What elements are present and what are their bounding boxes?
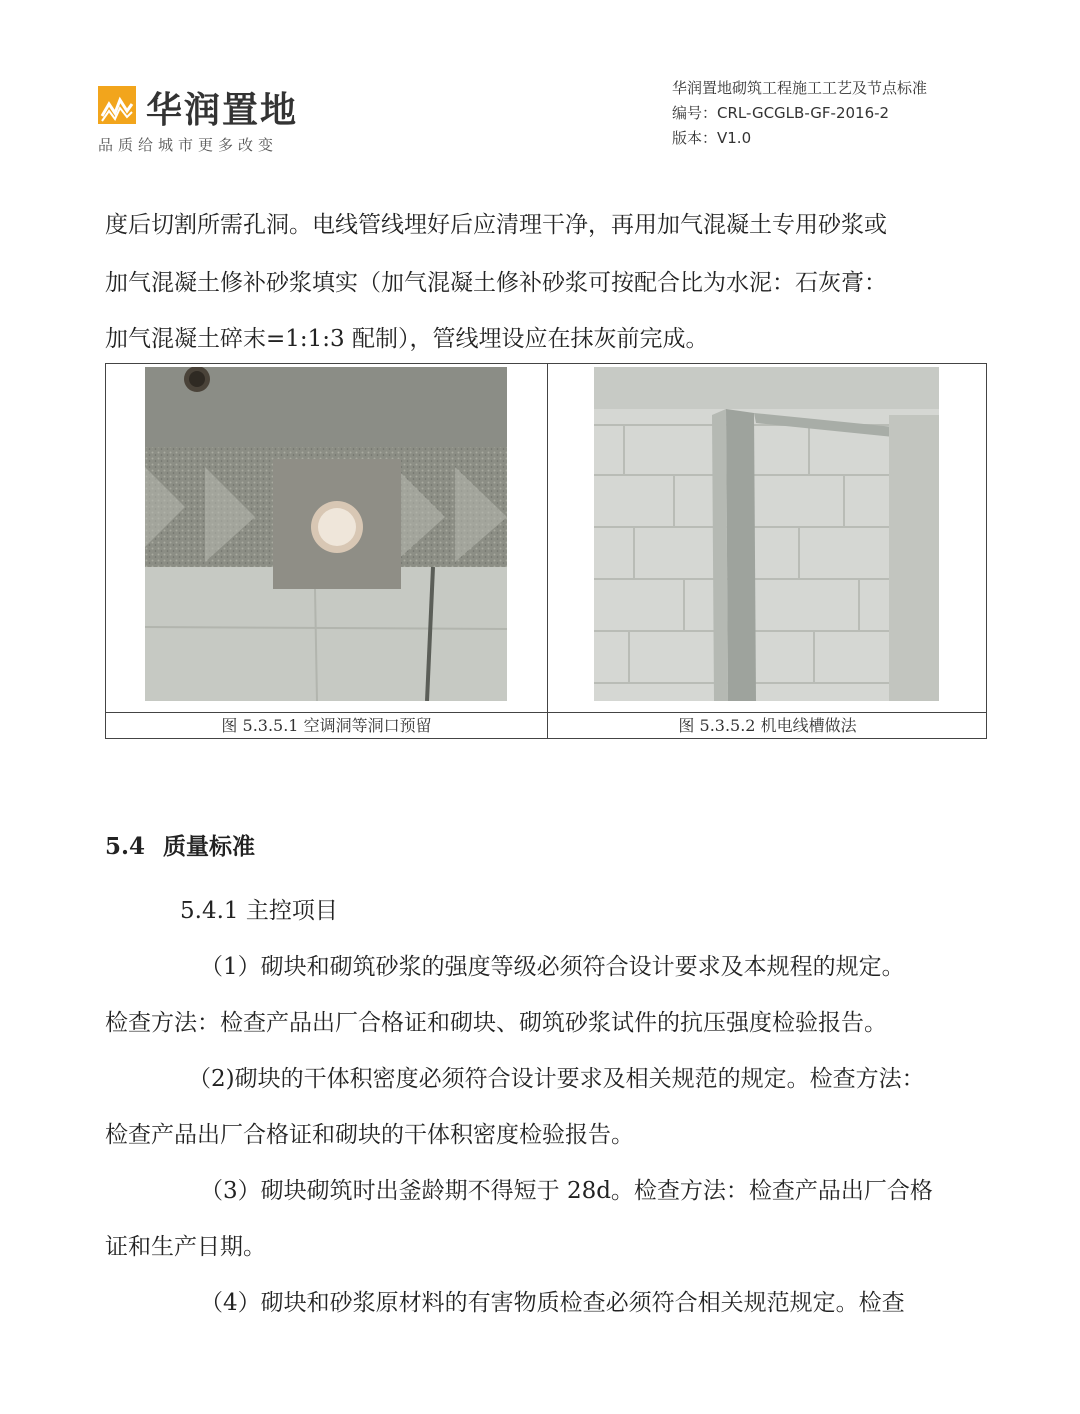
figure-caption-2: 图 5.3.5.2 机电线槽做法 bbox=[678, 716, 857, 735]
photo-mep-conduit-groove bbox=[594, 367, 939, 701]
item-2-line-2: 检查产品出厂合格证和砌块的干体积密度检验报告。 bbox=[105, 1122, 634, 1148]
section-heading bbox=[105, 828, 255, 861]
logo-name: 华润置地 bbox=[146, 90, 299, 131]
item-4-line-1: （4）砌块和砂浆原材料的有害物质检查必须符合相关规范规定。检查 bbox=[200, 1290, 905, 1316]
document-info bbox=[672, 76, 927, 151]
section-number: 5.4 bbox=[105, 833, 146, 860]
figure-table bbox=[105, 363, 987, 739]
item-1-line-1: （1）砌块和砌筑砂浆的强度等级必须符合设计要求及本规程的规定。 bbox=[200, 954, 905, 980]
photo-ac-hole-reservation bbox=[145, 367, 507, 701]
item-2-line-1: （2)砌块的干体积密度必须符合设计要求及相关规范的规定。检查方法： bbox=[188, 1066, 925, 1092]
section-title: 质量标准 bbox=[163, 833, 256, 860]
item-3-line-2: 证和生产日期。 bbox=[105, 1234, 266, 1260]
intro-line-2: 加气混凝土修补砂浆填实（加气混凝土修补砂浆可按配合比为水泥：石灰膏： bbox=[105, 270, 887, 296]
document-title: 华润置地砌筑工程施工工艺及节点标准 bbox=[672, 79, 928, 97]
figure-divider bbox=[547, 364, 548, 738]
intro-line-1: 度后切割所需孔洞。电线管线埋好后应清理干净，再用加气混凝土专用砂浆或 bbox=[105, 212, 887, 238]
document-version: 版本：V1.0 bbox=[672, 129, 752, 147]
subsection-heading: 5.4.1 主控项目 bbox=[180, 898, 338, 924]
logo-mark-icon bbox=[98, 86, 136, 124]
document-code: 编号：CRL-GCGLB-GF-2016-2 bbox=[672, 104, 890, 122]
logo-slogan: 品质给城市更多改变 bbox=[98, 136, 279, 154]
intro-line-3: 加气混凝土碎末=1:1:3 配制），管线埋设应在抹灰前完成。 bbox=[105, 326, 709, 352]
figure-caption-1: 图 5.3.5.1 空调洞等洞口预留 bbox=[221, 716, 432, 735]
item-1-line-2: 检查方法：检查产品出厂合格证和砌块、砌筑砂浆试件的抗压强度检验报告。 bbox=[105, 1010, 887, 1036]
item-3-line-1: （3）砌块砌筑时出釜龄期不得短于 28d。检查方法：检查产品出厂合格 bbox=[200, 1178, 933, 1204]
